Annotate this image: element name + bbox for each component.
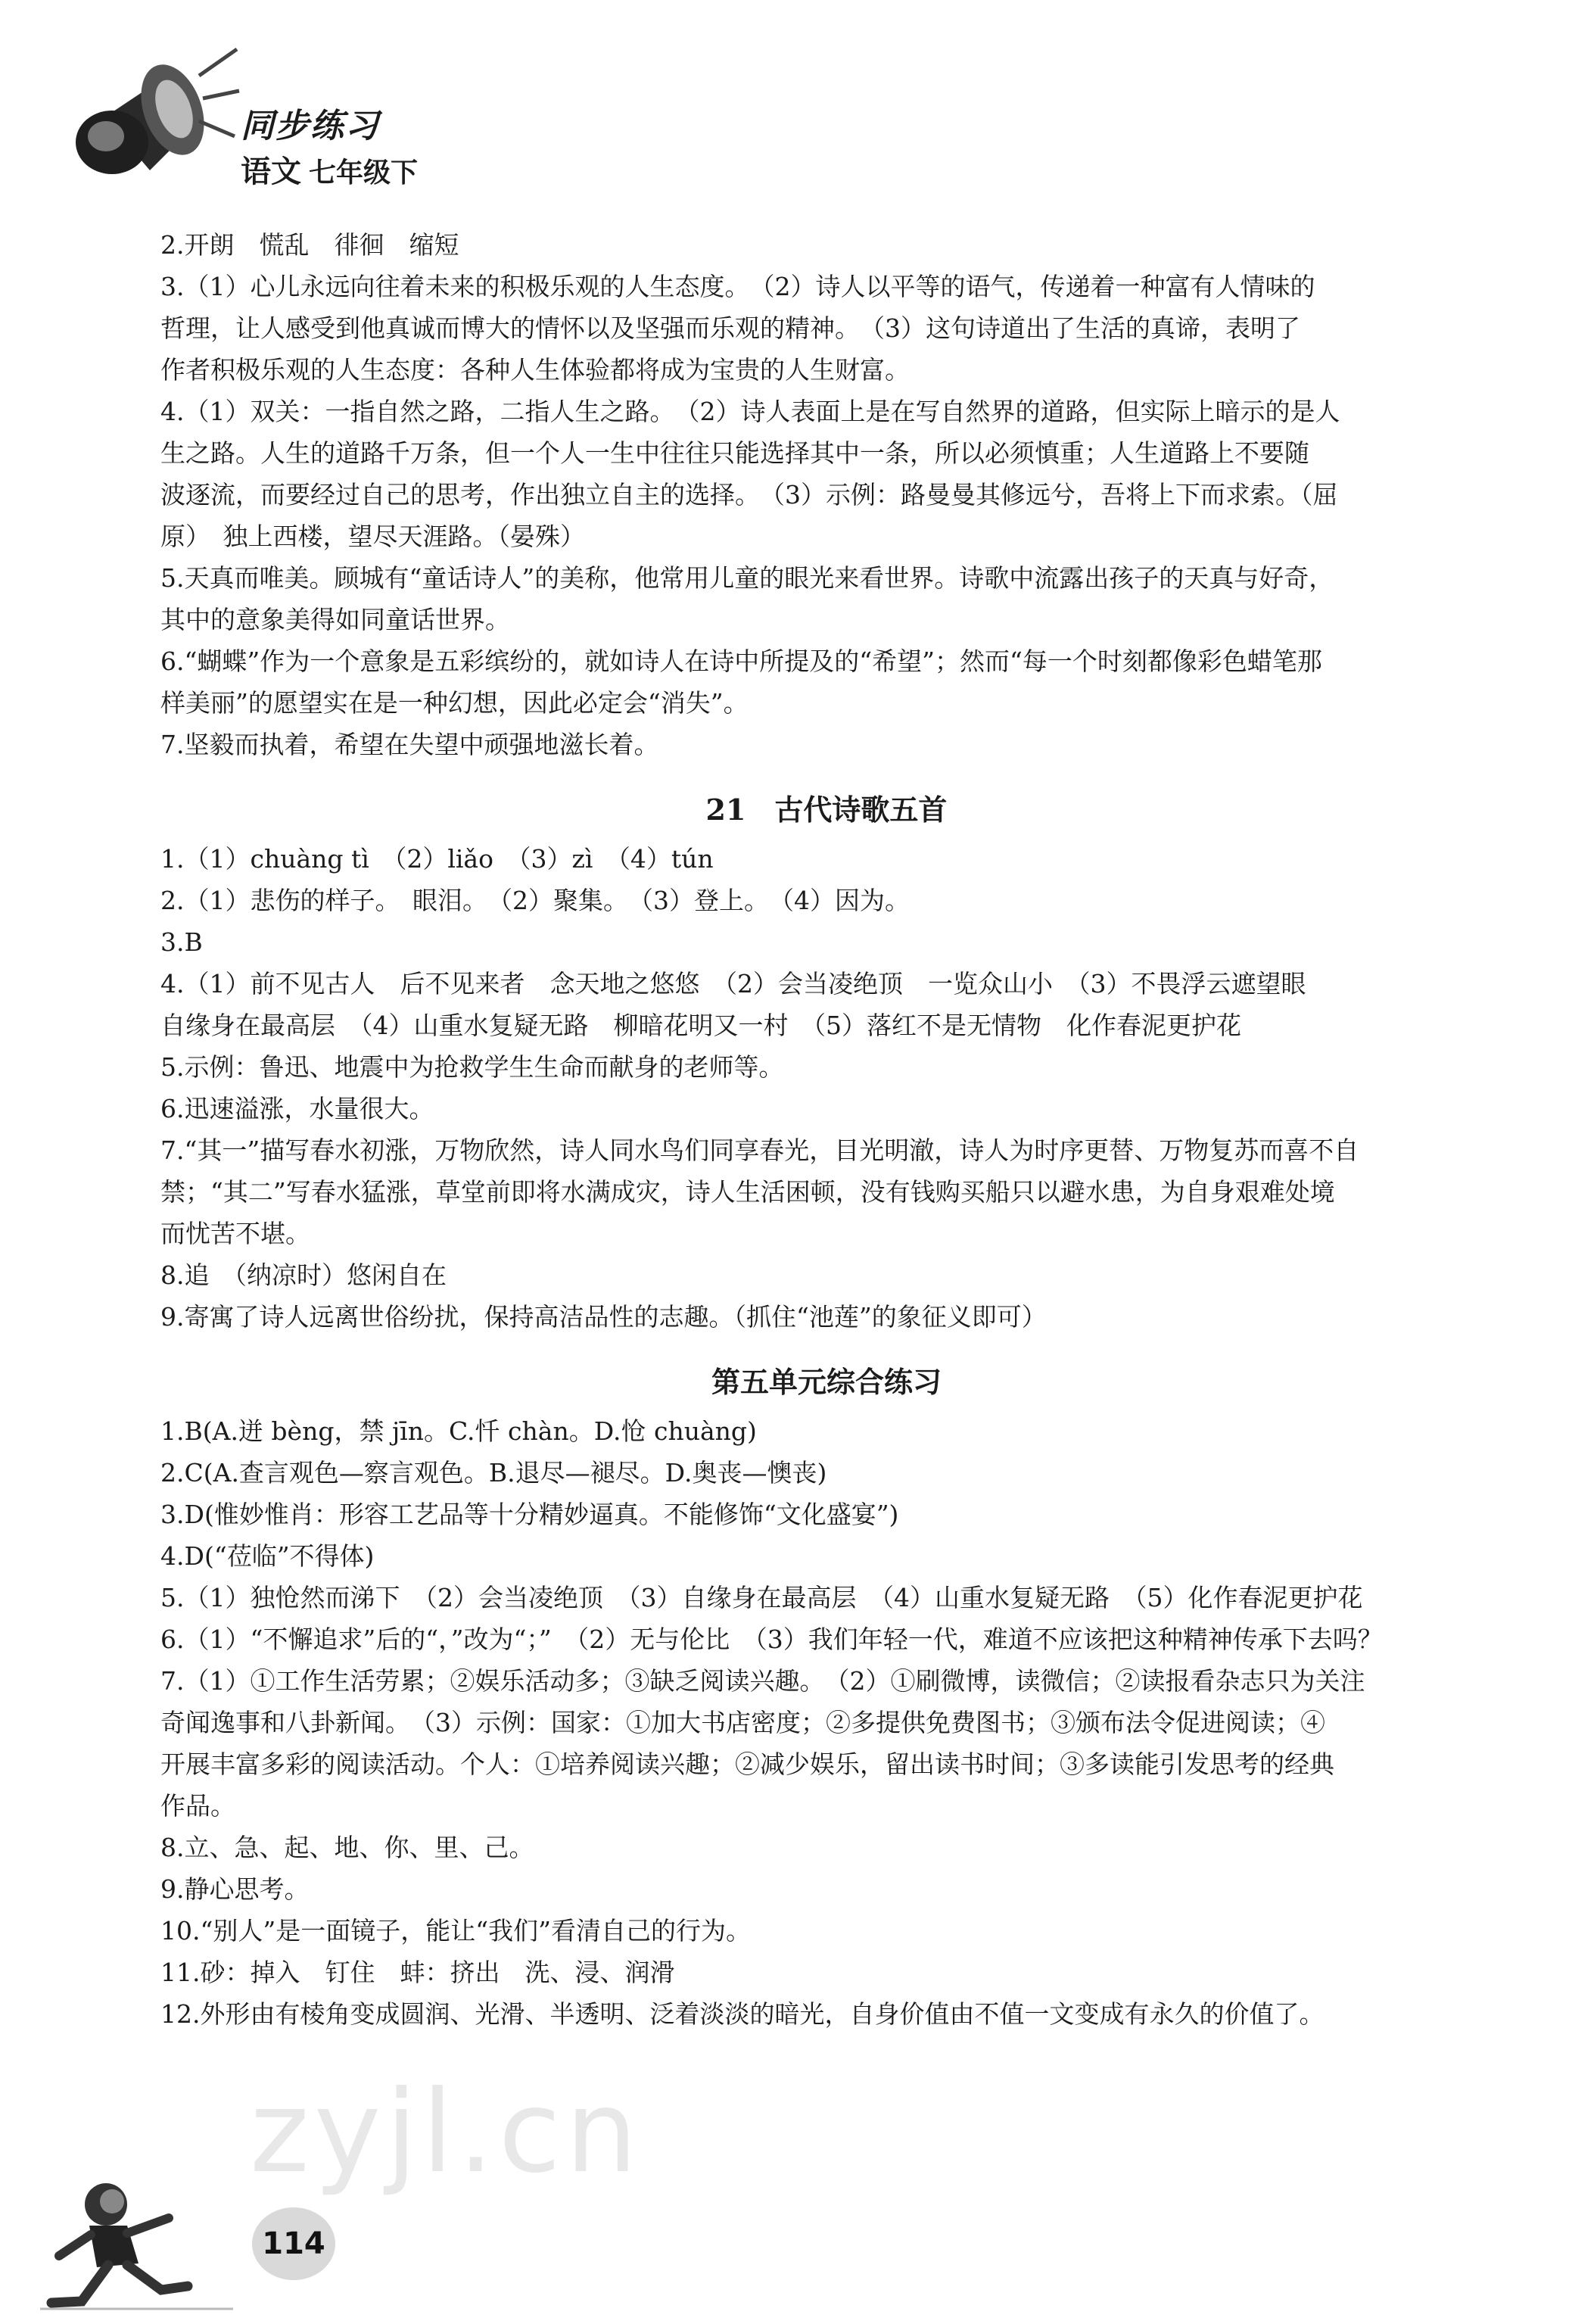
answer-line: 3.（1）心儿永远向往着未来的积极乐观的人生态度。 （2）诗人以平等的语气，传递着一种富有人情味的 <box>160 272 1315 301</box>
answer-content <box>160 224 1493 2035</box>
answer-line: 开展丰富多彩的阅读活动。个人：①培养阅读兴趣；②减少娱乐，留出读书时间；③多读能引发思考的经典 <box>160 1749 1334 1779</box>
answer-line: 禁；“其二”写春水猛涨，草堂前即将水满成灾，诗人生活困顿，没有钱购买船只以避水患，为自身艰难处境 <box>160 1177 1335 1207</box>
answer-line: 哲理，让人感受到他真诚而博大的情怀以及坚强而乐观的精神。 （3）这句诗道出了生活的真谛，表明了 <box>160 313 1300 343</box>
section-heading-21: 21 古代诗歌五首 <box>705 793 948 827</box>
answer-line: 5.天真而唯美。顾城有“童话诗人”的美称，他常用儿童的眼光来看世界。诗歌中流露出孩子的天真与好奇， <box>160 563 1334 593</box>
answer-line: 3.B <box>160 927 203 957</box>
page-number: 114 <box>252 2207 335 2280</box>
answer-line: 6.迅速溢涨，水量很大。 <box>160 1094 434 1123</box>
answer-line: 作者积极乐观的人生态度：各种人生体验都将成为宝贵的人生财富。 <box>160 355 910 385</box>
answer-line: 12.外形由有棱角变成圆润、光滑、半透明、泛着淡淡的暗光，自身价值由不值一文变成有永久的价值了。 <box>160 1999 1325 2029</box>
answer-line: 自缘身在最高层 （4）山重水复疑无路 柳暗花明又一村 （5）落红不是无情物 化作春泥更护花 <box>160 1011 1241 1040</box>
answer-line: 5.（1）独怆然而涕下 （2）会当凌绝顶 （3）自缘身在最高层 （4）山重水复疑无路 （5）化作春泥更护花 <box>160 1583 1363 1612</box>
answer-line: 原） 独上西楼，望尽天涯路。（晏殊） <box>160 522 585 551</box>
running-boy-icon <box>36 2173 263 2316</box>
answer-line: 波逐流，而要经过自己的思考，作出独立自主的选择。 （3）示例：路曼曼其修远兮，吾将上下而求索。（屈 <box>160 480 1338 509</box>
watermark-text: zyjl.cn <box>250 2067 643 2198</box>
answer-line: 生之路。人生的道路千万条，但一个人一生中往往只能选择其中一条，所以必须慎重；人生道路上不要随 <box>160 438 1309 468</box>
answer-line: 样美丽”的愿望实在是一种幻想，因此必定会“消失”。 <box>160 688 749 718</box>
answer-line: 8.立、急、起、地、你、里、己。 <box>160 1833 534 1862</box>
answer-line: 10.“别人”是一面镜子，能让“我们”看清自己的行为。 <box>160 1916 751 1945</box>
answer-line: 6.“蝴蝶”作为一个意象是五彩缤纷的，就如诗人在诗中所提及的“希望”；然而“每一个时刻都像彩色蜡笔那 <box>160 646 1322 676</box>
answer-line: 7.（1）①工作生活劳累；②娱乐活动多；③缺乏阅读兴趣。 （2）①刷微博，读微信；②读报看杂志只为关注 <box>160 1666 1365 1696</box>
answer-line: 4.（1）双关：一指自然之路，二指人生之路。 （2）诗人表面上是在写自然界的道路，但实际上暗示的是人 <box>160 397 1340 426</box>
answer-line: 7.坚毅而执着，希望在失望中顽强地滋长着。 <box>160 730 659 759</box>
answer-line: 4.D(“莅临”不得体) <box>160 1541 375 1571</box>
continued-answers <box>160 224 1493 765</box>
answer-line: 9.寄寓了诗人远离世俗纷扰，保持高洁品性的志趣。（抓住“池莲”的象征义即可） <box>160 1302 1047 1332</box>
section-21-answers <box>160 838 1493 1338</box>
answer-line: 11.砂：掉入 钉住 蚌：挤出 洗、浸、润滑 <box>160 1958 675 1987</box>
answer-line: 作品。 <box>160 1791 235 1821</box>
answer-line: 9.静心思考。 <box>160 1874 310 1904</box>
answer-line: 3.D(惟妙惟肖：形容工艺品等十分精妙逼真。不能修饰“文化盛宴”) <box>160 1500 899 1529</box>
answer-line: 其中的意象美得如同童话世界。 <box>160 605 510 634</box>
answer-line: 而忧苦不堪。 <box>160 1219 310 1248</box>
answer-line: 5.示例：鲁迅、地震中为抢救学生生命而献身的老师等。 <box>160 1052 784 1082</box>
answer-line: 7.“其一”描写春水初涨，万物欣然，诗人同水鸟们同享春光，目光明澈，诗人为时序更替、万物复苏而喜不自 <box>160 1136 1359 1165</box>
page-header <box>59 45 453 220</box>
subject-label: 语文 <box>241 154 301 189</box>
answer-line: 2.开朗 慌乱 徘徊 缩短 <box>160 230 459 260</box>
loudspeaker-icon <box>59 45 241 220</box>
unit-5-answers <box>160 1410 1493 2035</box>
answer-line: 1.（1）chuàng tì （2）liǎo （3）zì （4）tún <box>160 844 714 874</box>
answer-line: 8.追 （纳凉时）悠闲自在 <box>160 1260 447 1290</box>
answer-line: 4.（1）前不见古人 后不见来者 念天地之悠悠 （2）会当凌绝顶 一览众山小 （3）不畏浮云遮望眼 <box>160 969 1306 998</box>
section-heading-unit5: 第五单元综合练习 <box>711 1365 942 1399</box>
answer-line: 2.C(A.查言观色—察言观色。B.退尽—褪尽。D.奥丧—懊丧) <box>160 1458 827 1488</box>
grade-label: 七年级下 <box>309 157 419 188</box>
page-footer <box>36 2173 339 2316</box>
answer-line: 奇闻逸事和八卦新闻。 （3）示例：国家：①加大书店密度；②多提供免费图书；③颁布法令促进阅读；④ <box>160 1708 1325 1737</box>
answer-line: 2.（1）悲伤的样子。 眼泪。 （2）聚集。 （3）登上。 （4）因为。 <box>160 886 910 915</box>
answer-line: 1.B(A.迸 bèng，禁 jīn。C.忏 chàn。D.怆 chuàng) <box>160 1416 757 1446</box>
book-title: 同步练习 <box>241 107 380 145</box>
answer-line: 6.（1）“不懈追求”后的“，”改为“；” （2）无与伦比 （3）我们年轻一代，难道不应该把这种精神传承下去吗？ <box>160 1625 1383 1654</box>
